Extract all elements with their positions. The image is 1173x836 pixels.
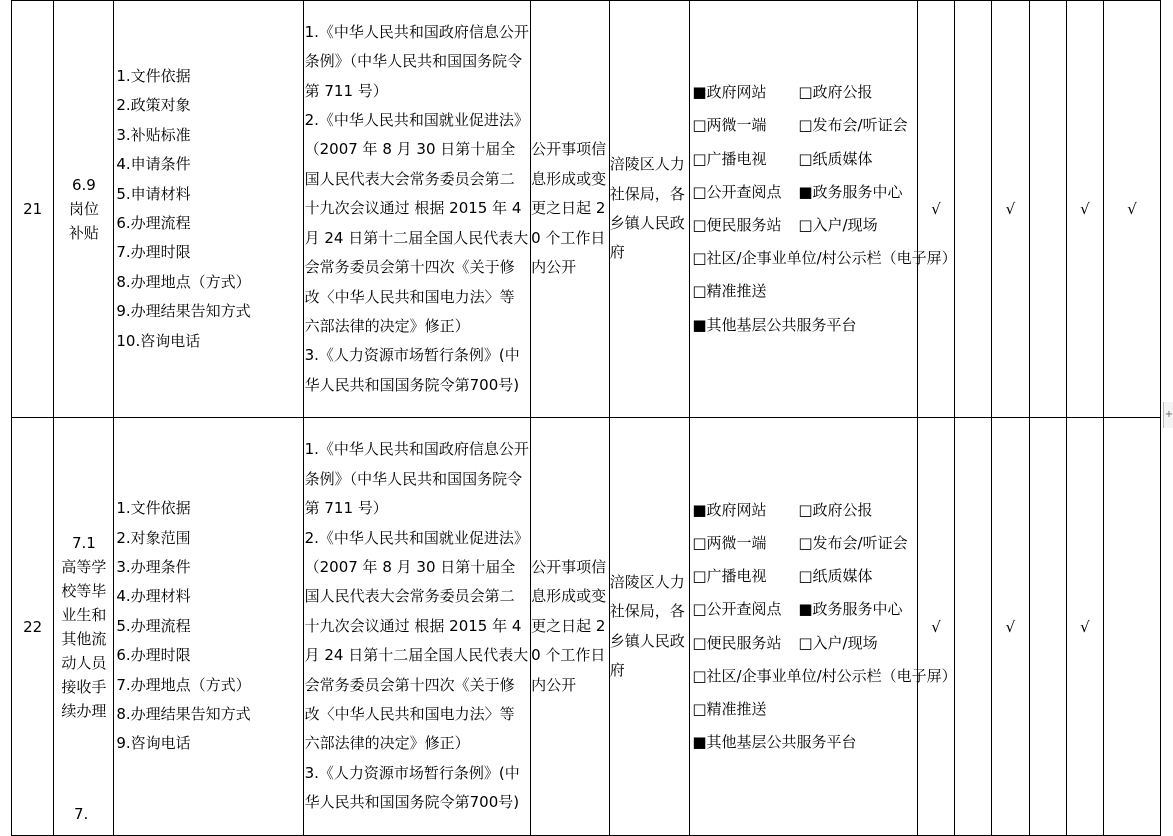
basis-paragraph: 3.《人力资源市场暂行条例》(中华人民共和国国务院令第700号) — [304, 763, 520, 812]
check-cell — [1029, 418, 1066, 836]
channel-list — [692, 76, 957, 342]
content-line: 1.文件依据 — [116, 66, 191, 85]
item-line: 业生和 — [61, 605, 107, 624]
item-line: 6.9 — [71, 176, 96, 194]
item-line: 接收手 — [61, 677, 107, 696]
item-cell — [54, 1, 114, 418]
time-limit-text: 公开事项信息形成或变更之日起 20 个工作日内公开 — [531, 140, 607, 277]
item-line: 校等毕 — [61, 581, 107, 600]
content-line: 4.办理材料 — [116, 587, 191, 606]
channel-option: □两微一端 — [692, 116, 767, 135]
check-mark: √ — [1080, 200, 1090, 218]
channel-option-checked: ■政府网站 — [692, 83, 767, 102]
content-line: 7.办理时限 — [116, 243, 191, 262]
content-line: 6.办理流程 — [116, 214, 191, 232]
content-cell — [114, 418, 303, 836]
content-line: 9.咨询电话 — [116, 734, 191, 753]
item-line: 岗位 — [68, 200, 99, 218]
item-line: 高等学 — [61, 557, 107, 576]
row-number-cell — [12, 418, 54, 836]
check-cell — [992, 418, 1029, 836]
content-line: 4.申请条件 — [116, 155, 191, 174]
content-line: 1.文件依据 — [116, 499, 191, 518]
item-line: 补贴 — [68, 224, 99, 242]
subject-text: 涪陵区人力社保局，各乡镇人民政府 — [609, 572, 685, 679]
check-cell — [917, 1, 954, 418]
subject-text: 涪陵区人力社保局，各乡镇人民政府 — [609, 155, 685, 262]
channel-option-checked: ■政务服务中心 — [798, 600, 903, 619]
channel-option: □社区/企事业单位/村公示栏（电子屏） — [692, 666, 957, 685]
content-line: 6.办理时限 — [116, 646, 191, 665]
channel-option-checked: ■政务服务中心 — [798, 182, 903, 201]
content-line: 9.办理结果告知方式 — [116, 302, 251, 321]
check-cell — [1066, 418, 1103, 836]
channel-cell — [690, 1, 957, 418]
channel-option: □精准推送 — [692, 699, 767, 718]
row-number: 22 — [23, 617, 43, 636]
channel-option: □精准推送 — [692, 282, 767, 301]
channel-option-checked: ■政府网站 — [692, 500, 767, 519]
channel-option: □入户/现场 — [798, 633, 878, 652]
channel-option: □发布会/听证会 — [798, 533, 908, 552]
check-mark: √ — [931, 200, 941, 218]
check-mark: √ — [1127, 200, 1137, 218]
check-cell — [1066, 1, 1103, 418]
row-number: 21 — [23, 200, 43, 218]
channel-option: □政府公报 — [798, 500, 873, 519]
row-number-cell — [12, 1, 54, 418]
channel-option-checked: ■其他基层公共服务平台 — [692, 315, 857, 334]
check-cell — [955, 418, 992, 836]
check-mark: √ — [1080, 617, 1090, 636]
stray-number: 7. — [74, 805, 89, 823]
channel-option: □纸质媒体 — [798, 567, 873, 586]
table-row — [12, 418, 1161, 836]
check-mark: √ — [1005, 617, 1016, 636]
channel-option: □便民服务站 — [692, 216, 782, 234]
basis-paragraph: 2.《中华人民共和国就业促进法》（2007 年 8 月 30 日第十届全国人民代表大会常务委员会第二十九次会议通过 根据 2015 年 4 月 24 日第十二届全国人民代表大会常务委员会第十四次《关于修改〈中华人民共和国电力法〉等六部法律的决定》修正） — [304, 111, 529, 335]
check-cell — [1103, 418, 1160, 836]
time-limit-cell — [531, 1, 610, 418]
content-line: 8.办理地点（方式） — [116, 272, 251, 291]
channel-option: □广播电视 — [692, 567, 767, 586]
channel-cell — [690, 418, 957, 836]
disclosure-table — [11, 0, 1161, 836]
time-limit-cell — [531, 418, 610, 836]
subject-cell — [609, 1, 690, 418]
content-line: 3.办理条件 — [116, 557, 191, 576]
table-resize-handle[interactable]: + — [1163, 402, 1173, 428]
content-line: 2.对象范围 — [116, 528, 191, 547]
content-line: 3.补贴标准 — [116, 125, 191, 144]
channel-option: □广播电视 — [692, 149, 767, 168]
content-line: 2.政策对象 — [116, 96, 191, 115]
basis-cell — [303, 418, 531, 836]
time-limit-text: 公开事项信息形成或变更之日起 20 个工作日内公开 — [531, 557, 607, 694]
channel-option-checked: ■其他基层公共服务平台 — [692, 733, 857, 752]
channel-option: □社区/企事业单位/村公示栏（电子屏） — [692, 249, 957, 268]
table-row — [12, 1, 1161, 418]
content-line: 10.咨询电话 — [116, 331, 201, 350]
check-cell — [1029, 1, 1066, 418]
subject-cell — [609, 418, 690, 836]
item-cell — [54, 418, 114, 836]
item-line: 续办理 — [61, 701, 107, 720]
item-line: 其他流 — [61, 629, 107, 648]
basis-paragraph: 1.《中华人民共和国政府信息公开条例》（中华人民共和国国务院令第 711 号） — [304, 22, 529, 100]
channel-option: □发布会/听证会 — [798, 116, 908, 135]
content-line: 5.办理流程 — [116, 616, 191, 635]
check-cell — [955, 1, 992, 418]
basis-paragraph: 1.《中华人民共和国政府信息公开条例》（中华人民共和国国务院令第 711 号） — [304, 440, 529, 518]
check-mark: √ — [931, 617, 941, 636]
check-cell — [1103, 1, 1160, 418]
basis-paragraph: 3.《人力资源市场暂行条例》(中华人民共和国国务院令第700号) — [304, 346, 520, 394]
content-line: 7.办理地点（方式） — [116, 675, 251, 694]
channel-list — [692, 494, 957, 760]
item-line: 7.1 — [71, 533, 96, 552]
channel-option: □政府公报 — [798, 83, 873, 102]
channel-option: □入户/现场 — [798, 216, 878, 234]
channel-option: □公开查阅点 — [692, 600, 782, 619]
check-cell — [992, 1, 1029, 418]
channel-option: □便民服务站 — [692, 633, 782, 652]
channel-option: □纸质媒体 — [798, 149, 873, 168]
basis-paragraph: 2.《中华人民共和国就业促进法》（2007 年 8 月 30 日第十届全国人民代表大会常务委员会第二十九次会议通过 根据 2015 年 4 月 24 日第十二届全国人民代表大会常务委员会第十四次《关于修改〈中华人民共和国电力法〉等六部法律的决定》修正） — [304, 528, 529, 753]
content-cell — [114, 1, 303, 418]
channel-option: □两微一端 — [692, 533, 767, 552]
channel-option: □公开查阅点 — [692, 182, 782, 201]
check-mark: √ — [1005, 200, 1016, 218]
item-line: 动人员 — [61, 653, 107, 672]
check-cell — [917, 418, 954, 836]
content-line: 5.申请材料 — [116, 184, 191, 203]
content-line: 8.办理结果告知方式 — [116, 705, 251, 724]
basis-cell — [303, 1, 531, 418]
